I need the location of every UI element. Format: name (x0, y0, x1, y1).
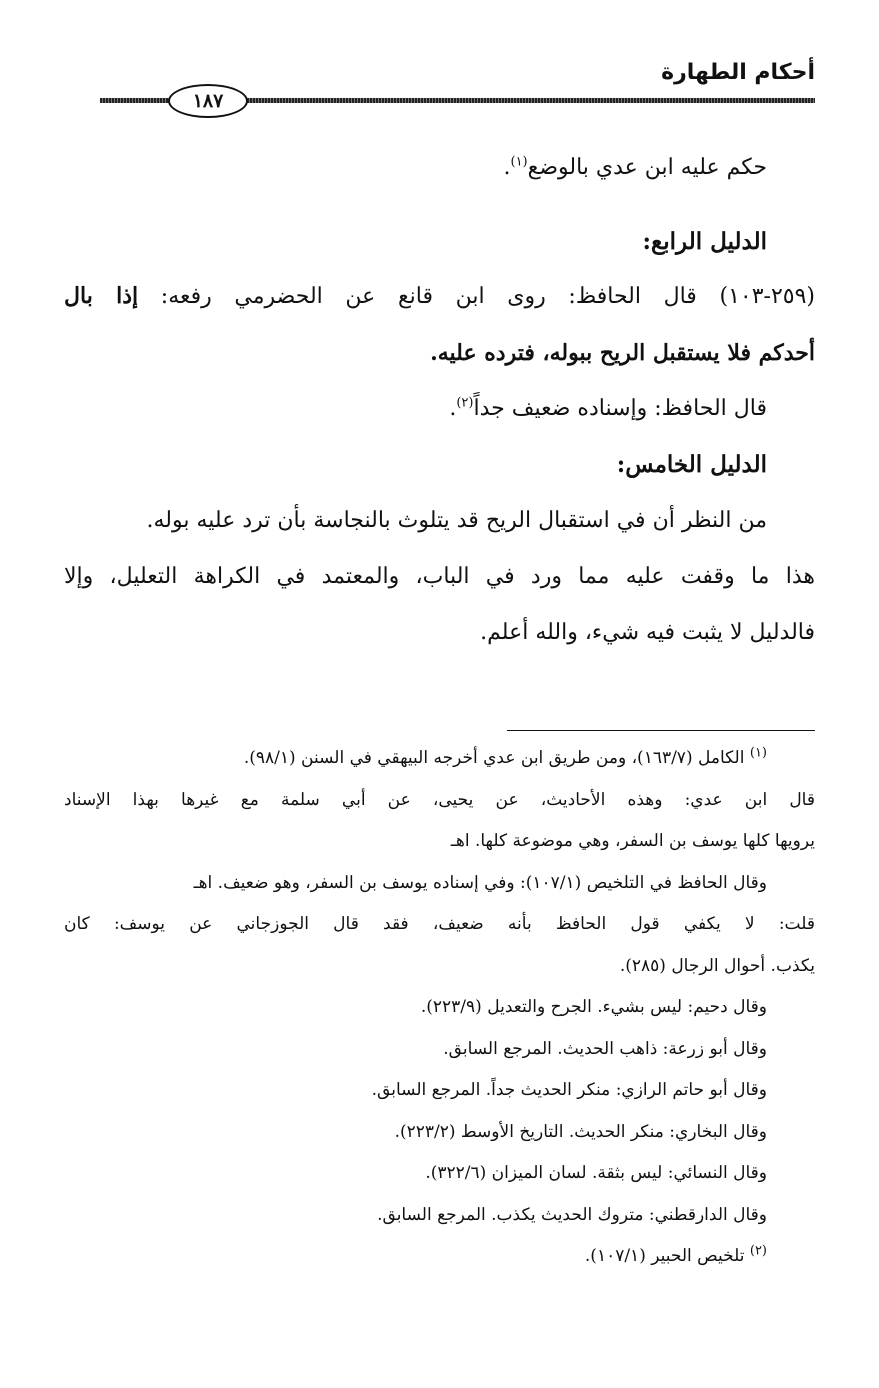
footnote-separator (507, 730, 815, 731)
paragraph: من النظر أن في استقبال الريح قد يتلوث بالنجاسة بأن ترد عليه بوله. (146, 508, 767, 533)
paragraph (64, 381, 767, 437)
bold-text: إذا بال (64, 283, 139, 309)
text: . (503, 155, 511, 180)
text: قال الحافظ: وإسناده ضعيف جداً (473, 396, 767, 421)
footnote-line: وقال أبو زرعة: ذاهب الحديث. المرجع السابق. (443, 1038, 767, 1059)
footnote-mark: (١) (749, 745, 767, 761)
footnote (64, 738, 767, 780)
paragraph: هذا ما وقفت عليه مما ورد في الباب، والمعتمد في الكراهة التعليل، وإلا (64, 564, 815, 589)
footnote-line: وقال البخاري: منكر الحديث. التاريخ الأوسط (٢٢٣/٢). (394, 1121, 767, 1142)
footnote-line: وقال النسائي: ليس بثقة. لسان الميزان (٣٢٢/٦). (425, 1163, 767, 1183)
footnote-ref: (٢) (456, 395, 474, 411)
footnote-line: يكذب. أحوال الرجال (٢٨٥). (619, 955, 815, 976)
bold-text: أحدكم فلا يستقبل الريح ببوله، فترده عليه. (430, 340, 815, 366)
footnote-line: قال ابن عدي: وهذه الأحاديث، عن يحيى، عن أبي سلمة مع غيرها بهذا الإسناد (64, 789, 815, 810)
footnote-line: وقال دحيم: ليس بشيء. الجرح والتعديل (٢٢٣/٩). (420, 997, 767, 1017)
footnote-line: وقال أبو حاتم الرازي: منكر الحديث جداً. المرجع السابق. (371, 1080, 767, 1100)
paragraph: فالدليل لا يثبت فيه شيء، والله أعلم. (480, 620, 815, 645)
footnote-ref: (١) (510, 154, 528, 170)
text: حكم عليه ابن عدي بالوضع (527, 155, 767, 180)
section-heading: الدليل الرابع: (642, 228, 767, 255)
running-title: أحكام الطهارة (661, 60, 815, 85)
page-number: ١٨٧ (168, 84, 248, 118)
paragraph (64, 268, 815, 325)
footnote-mark: (٢) (749, 1243, 767, 1259)
footnote-line: قلت: لا يكفي قول الحافظ بأنه ضعيف، فقد قال الجوزجاني عن يوسف: كان (64, 914, 815, 934)
section-heading: الدليل الخامس: (616, 451, 767, 478)
text: (٢٥٩-١٠٣) قال الحافظ: روى ابن قانع عن الحضرمي رفعه: (138, 284, 815, 309)
paragraph (64, 140, 767, 196)
footnote-line: يرويها كلها يوسف بن السفر، وهي موضوعة كلها. اهـ (450, 831, 815, 851)
footnote-text: الكامل (١٦٣/٧)، ومن طريق ابن عدي أخرجه البيهقي في السنن (٩٨/١). (243, 748, 750, 768)
footnote-line: وقال الدارقطني: متروك الحديث يكذب. المرجع السابق. (377, 1204, 767, 1225)
main-text (64, 140, 815, 661)
footnote-line: وقال الحافظ في التلخيص (١٠٧/١): وفي إسناده يوسف بن السفر، وهو ضعيف. اهـ (193, 872, 767, 893)
footnotes (64, 738, 815, 1278)
footnote (64, 1236, 767, 1278)
page-header (100, 60, 815, 120)
footnote-text: تلخيص الحبير (١٠٧/١). (584, 1246, 750, 1266)
text: . (449, 396, 457, 421)
